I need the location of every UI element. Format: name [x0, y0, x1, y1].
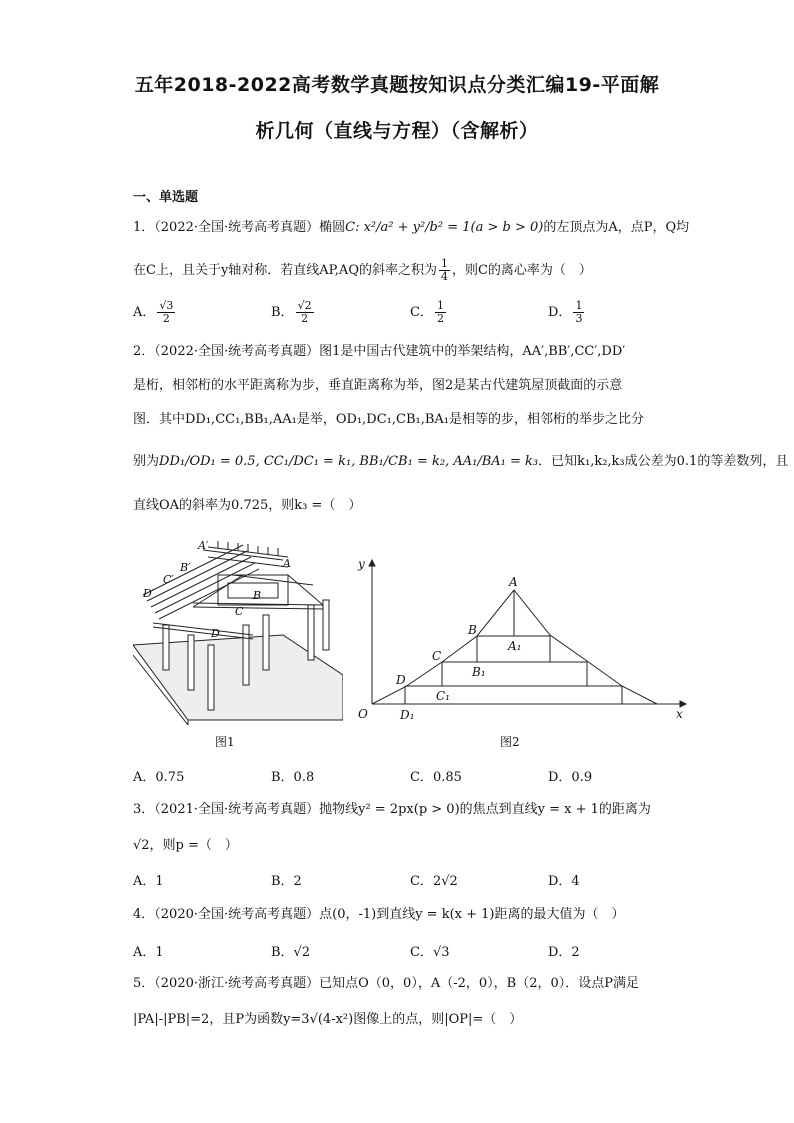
fig2-label-b1: B₁	[472, 665, 486, 679]
q2-line-2: 是桁，相邻桁的水平距离称为步，垂直距离称为举，图2是某古代建筑屋顶截面的示意	[133, 378, 623, 393]
q1-equation: C: x²/a² + y²/b² = 1(a > b > 0)	[345, 220, 544, 235]
q1-fraction: $\frac{1}{4}$	[440, 257, 448, 283]
fig2-label-o: O	[358, 707, 368, 721]
fig1-label-c-prime: C′	[163, 573, 174, 586]
q3-option-c[interactable]: C．2√2	[410, 874, 458, 889]
fig2-label-a: A	[509, 575, 518, 589]
q2-option-a[interactable]: A．0.75	[133, 770, 185, 785]
q1-line-2	[133, 258, 663, 283]
q2-line-4: 别为DD₁/OD₁ = 0.5, CC₁/DC₁ = k₁, BB₁/CB₁ = k₂, AA₁/BA₁ = k₃．已知k₁,k₂,k₃成公差为0.1的等差数列，且	[133, 454, 789, 469]
fig2-label-y: y	[358, 557, 365, 571]
fig1-label-d-prime: D′	[143, 587, 155, 600]
q1-option-c[interactable]: C． $\frac{1}{2}$	[410, 299, 444, 325]
q4-option-b[interactable]: B．√2	[271, 945, 311, 960]
fig2-label-d: D	[396, 673, 406, 687]
q1-line2b: ，则C的离心率为（ ）	[451, 263, 592, 278]
q1-line2a: 在C上，且关于y轴对称．若直线AP,AQ的斜率之积为	[133, 263, 437, 278]
q2-option-d[interactable]: D．0.9	[548, 770, 593, 785]
figure-1-caption: 图1	[215, 735, 235, 749]
q4-option-d[interactable]: D．2	[548, 945, 580, 960]
q4-line-1: 4．（2020·全国·统考高考真题）点(0，-1)到直线y = k(x + 1)距离的最大值为（ ）	[133, 907, 625, 922]
q1-option-d[interactable]: D． $\frac{1}{3}$	[548, 299, 583, 325]
q1-mid: 的左顶点为A，点P，Q均	[543, 220, 690, 235]
fig2-label-x: x	[676, 707, 683, 721]
q1-line-1	[133, 218, 690, 238]
fig1-label-a: A	[283, 557, 291, 570]
q2-line-3: 图．其中DD₁,CC₁,BB₁,AA₁是举，OD₁,DC₁,CB₁,BA₁是相等的步，相邻桁的举步之比分	[133, 412, 644, 427]
q5-line-1: 5．（2020·浙江·统考高考真题）已知点O（0，0），A（-2，0），B（2，0）．设点P满足	[133, 976, 639, 991]
fig1-label-b: B	[253, 589, 262, 602]
fig2-label-c1: C₁	[436, 689, 450, 703]
q1-option-b[interactable]: B． $\frac{√2}{2}$	[271, 299, 312, 325]
fig2-label-a1: A₁	[508, 639, 522, 653]
q3-line-1: 3．（2021·全国·统考高考真题）抛物线y² = 2px(p > 0)的焦点到直线y = x + 1的距离为	[133, 802, 651, 817]
figure-2-caption: 图2	[500, 735, 520, 749]
q2-option-b[interactable]: B．0.8	[271, 770, 315, 785]
fig1-label-a-prime: A′	[198, 539, 209, 552]
section-heading: 一、单选题	[133, 190, 199, 205]
title-line-2: 析几何（直线与方程）（含解析）	[255, 120, 539, 142]
fig2-label-b: B	[468, 623, 477, 637]
fig1-label-b-prime: B′	[180, 561, 191, 574]
q2-option-c[interactable]: C．0.85	[410, 770, 462, 785]
fig1-label-c: C	[235, 605, 244, 618]
q4-option-a[interactable]: A．1	[133, 945, 164, 960]
q2-ratio-formula: DD₁/OD₁ = 0.5, CC₁/DC₁ = k₁, BB₁/CB₁ = k₂, AA₁/BA₁ = k₃	[159, 454, 539, 469]
q1-option-a[interactable]: A． $\frac{√3}{2}$	[133, 299, 174, 325]
q3-option-d[interactable]: D．4	[548, 874, 580, 889]
fig1-label-d: D	[211, 627, 220, 640]
figure-1-roof-structure	[133, 535, 343, 725]
q3-option-a[interactable]: A．1	[133, 874, 164, 889]
q3-line-2: √2，则p =（ ）	[133, 838, 238, 853]
figure-2-cross-section	[352, 552, 692, 724]
q2-line-5: 直线OA的斜率为0.725，则k₃ =（ ）	[133, 498, 362, 513]
q5-line-2: |PA|-|PB|=2，且P为函数y=3√(4-x²)图像上的点，则|OP|=（ ）	[133, 1012, 523, 1027]
q1-prefix: 1．（2022·全国·统考高考真题）椭圆	[133, 220, 346, 235]
q4-option-c[interactable]: C．√3	[410, 945, 450, 960]
fig2-label-d1: D₁	[400, 708, 415, 722]
q3-option-b[interactable]: B．2	[271, 874, 302, 889]
q2-line-1: 2．（2022·全国·统考高考真题）图1是中国古代建筑中的举架结构，AA′,BB′,CC′,DD′	[133, 344, 626, 359]
fig2-label-c: C	[432, 649, 442, 663]
title-line-1: 五年2018-2022高考数学真题按知识点分类汇编19-平面解	[134, 74, 660, 96]
